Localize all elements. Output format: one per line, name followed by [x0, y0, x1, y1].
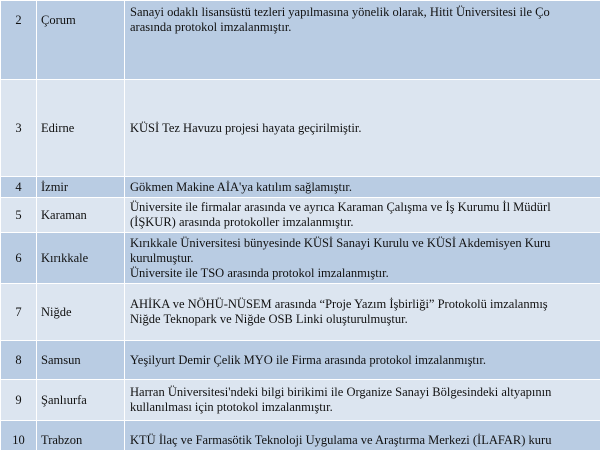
description-line: AHİKA ve NÖHÜ-NÜSEM arasında “Proje Yazım İşbirliği” Protokolü imzalanmış [130, 297, 548, 311]
city-name: Trabzon [37, 421, 125, 450]
description-line: Niğde Teknopark ve Niğde OSB Linki oluşturulmuştur. [130, 312, 408, 326]
row-description [125, 1, 600, 80]
city-name: Karaman [37, 198, 125, 233]
row-number: 8 [1, 341, 37, 380]
table-row [1, 198, 600, 233]
table-row [1, 233, 600, 284]
row-description [125, 177, 600, 198]
description-line: KÜSİ Tez Havuzu projesi hayata geçirilmiştir. [130, 120, 362, 135]
row-description [125, 341, 600, 380]
table-row [1, 1, 600, 80]
city-name: Edirne [37, 80, 125, 177]
city-name: Kırıkkale [37, 233, 125, 284]
row-description [125, 80, 600, 177]
description-line: Harran Üniversitesi'ndeki bilgi birikimi ile Organize Sanayi Bölgesindeki altyapının [130, 385, 552, 399]
city-name: Şanlıurfa [37, 380, 125, 421]
row-number: 3 [1, 80, 37, 177]
description-line: (İŞKUR) arasında protokoller imzalanmıştır. [130, 215, 354, 229]
description-line: Üniversite ile firmalar arasında ve ayrıca Karaman Çalışma ve İş Kurumu İl Müdürl [130, 200, 551, 214]
table-row [1, 284, 600, 341]
description-line: KTÜ İlaç ve Farmasötik Teknoloji Uygulama ve Araştırma Merkezi (İLAFAR) kuru [130, 432, 552, 447]
row-number: 6 [1, 233, 37, 284]
city-name: Çorum [37, 1, 125, 80]
row-number: 10 [1, 421, 37, 450]
table-row [1, 380, 600, 421]
row-number: 5 [1, 198, 37, 233]
row-description [125, 198, 600, 233]
row-description [125, 233, 600, 284]
table-body [1, 1, 600, 450]
table-row [1, 177, 600, 198]
row-number: 9 [1, 380, 37, 421]
description-line: Gökmen Makine AİA'ya katılım sağlamıştır. [130, 179, 353, 194]
row-description [125, 284, 600, 341]
row-number: 4 [1, 177, 37, 198]
city-name: Niğde [37, 284, 125, 341]
row-description [125, 380, 600, 421]
description-line: Üniversite ile TSO arasında protokol imzalanmıştır. [130, 265, 389, 280]
row-description [125, 421, 600, 450]
table-row [1, 80, 600, 177]
city-name: İzmir [37, 177, 125, 198]
description-line: Sanayi odaklı lisansüstü tezleri yapılmasına yönelik olarak, Hitit Üniversitesi ile Ço [130, 5, 550, 19]
description-line: arasında protokol imzalanmıştır. [130, 20, 292, 34]
table-row [1, 341, 600, 380]
row-number: 2 [1, 1, 37, 80]
description-line: Kırıkkale Üniversitesi bünyesinde KÜSİ Sanayi Kurulu ve KÜSİ Akdemisyen Kuru [130, 235, 551, 250]
table-row [1, 421, 600, 450]
city-name: Samsun [37, 341, 125, 380]
description-line: kurulmuştur. [130, 250, 194, 265]
description-line: kullanılması için ptotokol imzalanmıştır. [130, 400, 333, 414]
row-number: 7 [1, 284, 37, 341]
description-line: Yeşilyurt Demir Çelik MYO ile Firma arasında protokol imzalanmıştır. [130, 352, 486, 367]
